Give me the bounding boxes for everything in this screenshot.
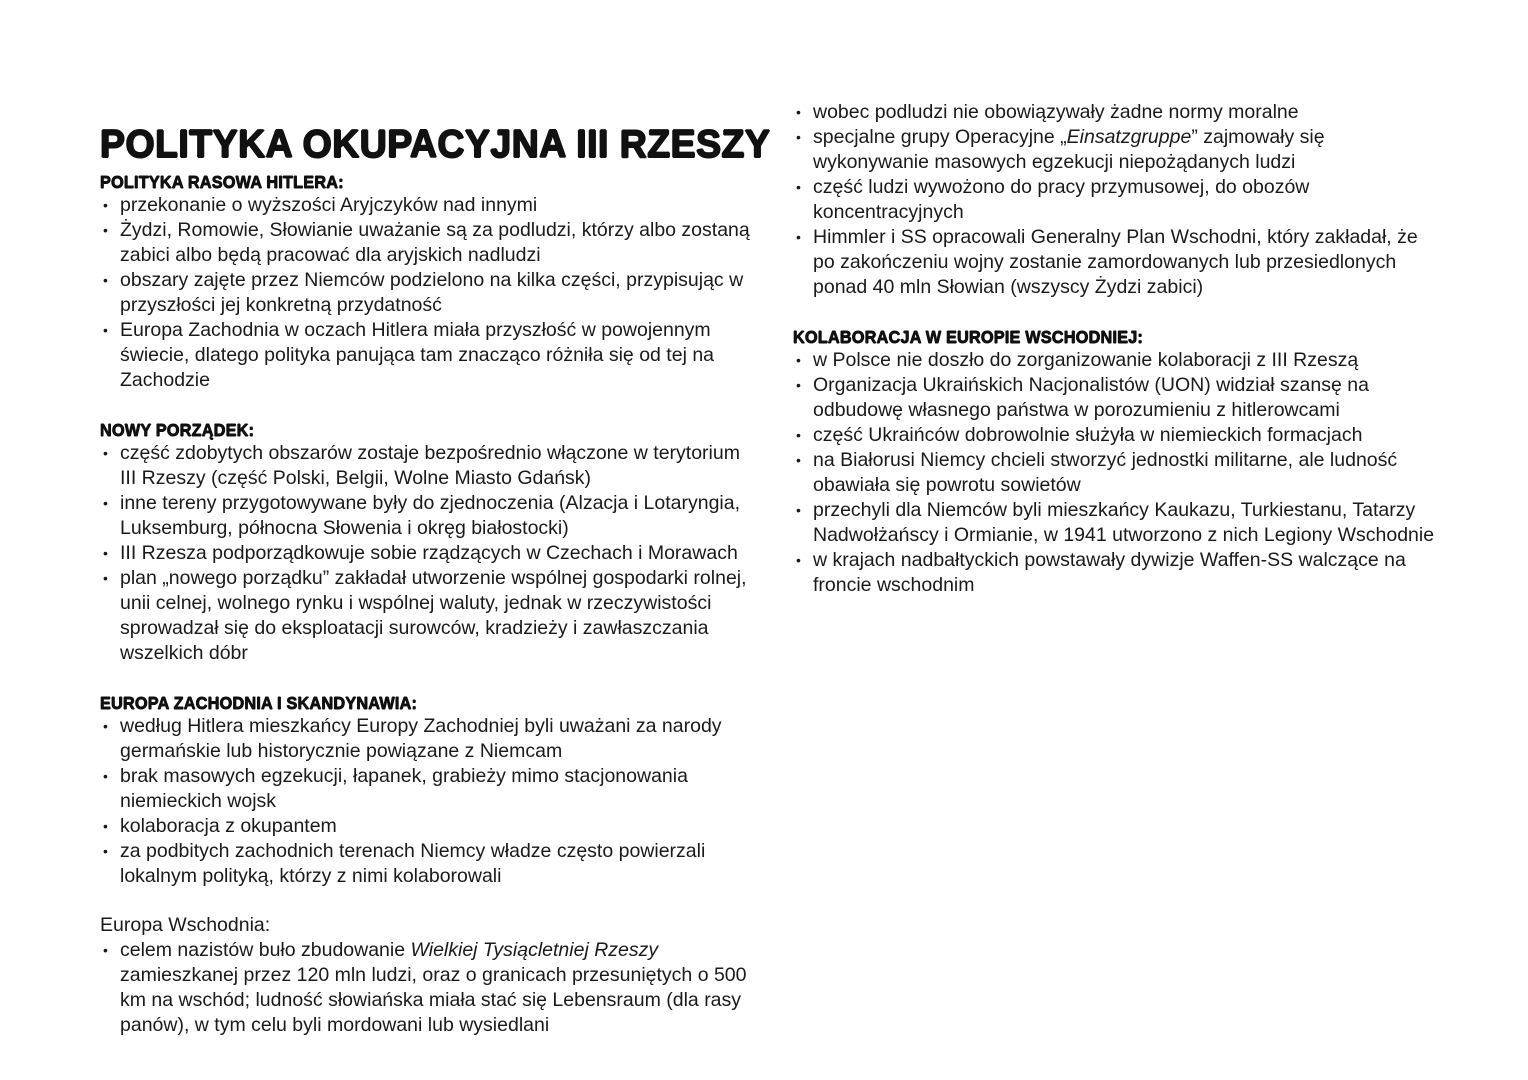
section-heading: Europa Wschodnia:	[100, 914, 271, 936]
bullet-list	[100, 938, 760, 1038]
list-item-text: specjalne grupy Operacyjne „	[813, 126, 1067, 148]
list-item: • przechyli dla Niemców byli mieszkańcy Kaukazu, Turkiestanu, Tatarzy Nadwołżańscy i Ormianie, w 1941 utworzono z nich Legiony Wschodnie	[793, 498, 1438, 548]
bullet-list	[793, 100, 1438, 300]
list-item-text: wobec podludzi nie obowiązywały żadne normy moralne	[813, 101, 1299, 123]
list-item: • część zdobytych obszarów zostaje bezpośrednio włączone w terytorium III Rzeszy (część Polski, Belgii, Wolne Miasto Gdańsk)	[100, 441, 760, 491]
list-item-text: ” zajmowały się wykonywanie masowych egzekucji niepożądanych ludzi	[813, 126, 1325, 173]
list-item: • w Polsce nie doszło do zorganizowanie kolaboracji z III Rzeszą	[793, 348, 1438, 373]
emphasis-text: Wielkiej Tysiącletniej Rzeszy	[410, 939, 659, 961]
right-column	[793, 100, 1438, 598]
left-column	[100, 172, 760, 1038]
list-item: • plan „nowego porządku” zakładał utworzenie wspólnej gospodarki rolnej, unii celnej, wolnego rynku i wspólnej waluty, jednak w rzeczywistości sprowadzał się do eksploatacji surowców, kradzieży i zawłaszczania wszelkich dóbr	[100, 566, 760, 666]
list-item-text: część ludzi wywożono do pracy przymusowej, do obozów koncentracyjnych	[813, 176, 1310, 223]
section-kolaboracja-w-europie-wschodniej	[793, 327, 1438, 598]
list-item: • brak masowych egzekucji, łapanek, grabieży mimo stacjonowania niemieckich wojsk	[100, 764, 760, 814]
list-item: • w krajach nadbałtyckich powstawały dywizje Waffen-SS walczące na froncie wschodnim	[793, 548, 1438, 598]
bullet-list	[100, 193, 760, 393]
bullet-list	[793, 348, 1438, 598]
page-title: POLITYKA OKUPACYJNA III RZESZY	[100, 123, 771, 167]
list-item: • III Rzesza podporządkowuje sobie rządzących w Czechach i Morawach	[100, 541, 760, 566]
section-heading: NOWY PORZĄDEK:	[100, 420, 255, 440]
list-item: • według Hitlera mieszkańcy Europy Zachodniej byli uważani za narody germańskie lub historycznie powiązane z Niemcam	[100, 714, 760, 764]
list-item: • inne tereny przygotowywane były do zjednoczenia (Alzacja i Lotaryngia, Luksemburg, północna Słowenia i okręg białostocki)	[100, 491, 760, 541]
list-item: • za podbitych zachodnich terenach Niemcy władze często powierzali lokalnym polityką, którzy z nimi kolaborowali	[100, 839, 760, 889]
list-item-text: zamieszkanej przez 120 mln ludzi, oraz o granicach przesuniętych o 500 km na wschód; ludność słowiańska miała stać się Lebensraum (dla rasy panów), w tym celu byli mordowani lub wysiedlani	[120, 964, 747, 1036]
list-item-text: Himmler i SS opracowali Generalny Plan Wschodni, który zakładał, że po zakończeniu wojny zostanie zamordowanych lub przesiedlonych ponad 40 mln Słowian (wszyscy Żydzi zabici)	[813, 226, 1418, 298]
section-europa-wschodnia	[100, 913, 760, 1038]
list-item	[793, 100, 1438, 125]
list-item	[793, 225, 1438, 300]
list-item-text: celem nazistów buło zbudowanie	[120, 939, 411, 961]
list-item	[793, 125, 1438, 175]
list-item: • przekonanie o wyższości Aryjczyków nad innymi	[100, 193, 760, 218]
list-item: • obszary zajęte przez Niemców podzielono na kilka części, przypisując w przyszłości jej konkretną przydatność	[100, 268, 760, 318]
list-item: • kolaboracja z okupantem	[100, 814, 760, 839]
list-item	[793, 175, 1438, 225]
section-europa-zachodnia-i-skandynawia	[100, 693, 760, 889]
list-item: • Europa Zachodnia w oczach Hitlera miała przyszłość w powojennym świecie, dlatego polityka panująca tam znacząco różniła się od tej na Zachodzie	[100, 318, 760, 393]
section-heading: KOLABORACJA W EUROPIE WSCHODNIEJ:	[793, 327, 1144, 347]
list-item: • Organizacja Ukraińskich Nacjonalistów (UON) widział szansę na odbudowę własnego państwa w porozumieniu z hitlerowcami	[793, 373, 1438, 423]
list-item: • część Ukraińców dobrowolnie służyła w niemieckich formacjach	[793, 423, 1438, 448]
section-nowy-porządek	[100, 420, 760, 666]
section-polityka-rasowa-hitlera	[100, 172, 760, 393]
bullet-list	[100, 441, 760, 666]
list-item	[100, 938, 760, 1038]
emphasis-text: Einsatzgruppe	[1066, 126, 1192, 148]
list-item: • Żydzi, Romowie, Słowianie uważanie są za podludzi, którzy albo zostaną zabici albo będą pracować dla aryjskich nadludzi	[100, 218, 760, 268]
section-heading: POLITYKA RASOWA HITLERA:	[100, 172, 344, 192]
section-intro	[793, 100, 1438, 300]
list-item: • na Białorusi Niemcy chcieli stworzyć jednostki militarne, ale ludność obawiała się powrotu sowietów	[793, 448, 1438, 498]
section-heading: EUROPA ZACHODNIA I SKANDYNAWIA:	[100, 693, 418, 713]
bullet-list	[100, 714, 760, 889]
